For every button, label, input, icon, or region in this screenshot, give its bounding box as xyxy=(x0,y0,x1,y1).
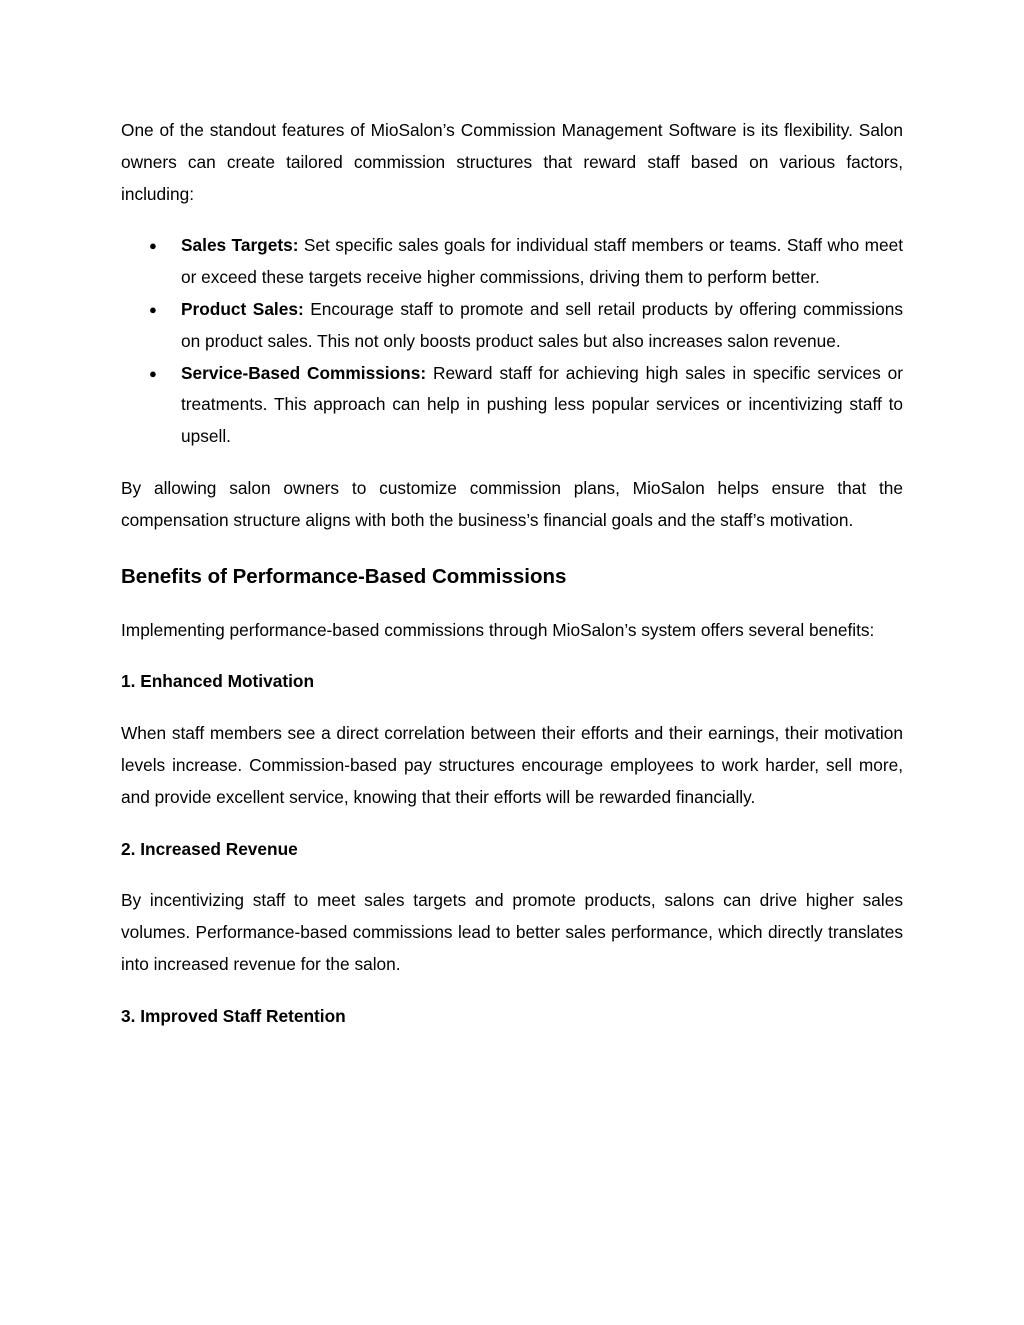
list-item-label: Service-Based Commissions: xyxy=(181,362,427,383)
benefit-heading-revenue: 2. Increased Revenue xyxy=(121,838,298,859)
document-page xyxy=(121,115,903,1053)
list-item-label: Sales Targets: xyxy=(181,235,299,256)
bullet-icon: ● xyxy=(149,301,157,317)
section-heading: Benefits of Performance-Based Commissions xyxy=(121,564,567,588)
section-intro-paragraph: Implementing performance-based commissions through MioSalon’s system offers several benefits: xyxy=(121,619,875,640)
list-item-text: Set specific sales goals for individual staff members or teams. Staff who meet or exceed these targets receive higher commissions, driving them to perform better. xyxy=(181,235,904,288)
list-item xyxy=(149,358,903,453)
closing-paragraph: By allowing salon owners to customize commission plans, MioSalon helps ensure that the compensation structure aligns with both the business’s financial goals and the staff’s motivation. xyxy=(121,477,903,530)
list-item xyxy=(149,230,904,294)
list-item-text: Reward staff for achieving high sales in specific services or treatments. This approach can help in pushing less popular services or incentivizing staff to upsell. xyxy=(181,362,903,447)
benefit-heading-motivation: 1. Enhanced Motivation xyxy=(121,671,314,692)
bullet-icon: ● xyxy=(149,365,157,381)
intro-paragraph: One of the standout features of MioSalon’s Commission Management Software is its flexibility. Salon owners can create tailored commission structures that reward staff based on various factors, including: xyxy=(121,120,903,204)
commission-factors-list xyxy=(121,230,903,453)
benefit-text-revenue: By incentivizing staff to meet sales targets and promote products, salons can drive higher sales volumes. Performance-based commissions lead to better sales performance, which directly translates into increased revenue for the salon. xyxy=(121,890,903,974)
list-item-text: Encourage staff to promote and sell retail products by offering commissions on product sales. This not only boosts product sales but also increases salon revenue. xyxy=(181,298,903,351)
benefit-text-motivation: When staff members see a direct correlation between their efforts and their earnings, their motivation levels increase. Commission-based pay structures encourage employees to work harder, sell more, and provide excellent service, knowing that their efforts will be rewarded financially. xyxy=(121,723,903,807)
list-item xyxy=(149,294,903,358)
list-item-label: Product Sales: xyxy=(181,298,304,319)
benefit-heading-retention: 3. Improved Staff Retention xyxy=(121,1005,346,1026)
bullet-icon: ● xyxy=(149,238,157,254)
